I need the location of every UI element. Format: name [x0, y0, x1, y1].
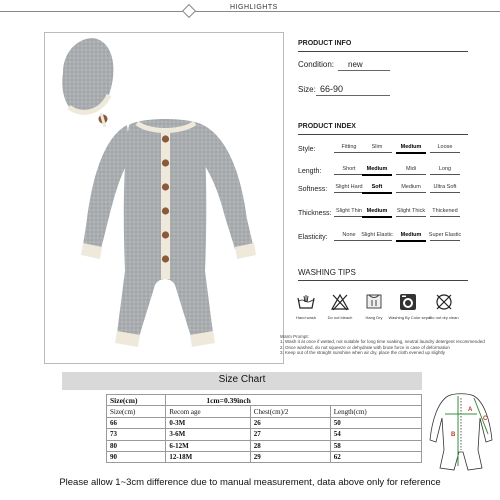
chest-cell: 27 [250, 429, 330, 440]
index-row-label: Length: [298, 168, 322, 175]
table-row [107, 429, 422, 440]
size-cell: 80 [107, 440, 166, 451]
index-option-underline [396, 192, 426, 193]
index-option: Slight Elastic [361, 232, 393, 238]
column-header: Length(cm) [330, 406, 421, 417]
product-index-rule [298, 134, 468, 135]
size-label: Size: [298, 85, 316, 94]
care-caption: Washing By Color separ [388, 315, 432, 320]
index-option-underline [334, 192, 364, 193]
romper [81, 119, 256, 347]
index-row-label: Style: [298, 146, 316, 153]
size-head-label: Size(cm) [107, 395, 166, 406]
index-option: Medium [366, 208, 388, 214]
header-diamond-icon [182, 4, 196, 18]
index-option-underline [362, 174, 392, 176]
index-option: Soft [371, 184, 383, 190]
index-option: Super Elastic [428, 232, 462, 238]
index-option: Fitting [341, 144, 357, 150]
index-option: Loose [437, 144, 453, 150]
index-option: Medium [400, 144, 422, 150]
size-chart-title: Size Chart [218, 374, 266, 385]
warm-prompt-line: 3. Keep out of the straight sunshine when air dry, place the cloth evened up slightly [280, 349, 446, 355]
index-option-underline [430, 192, 460, 193]
index-option: Short [342, 166, 356, 172]
table-row [107, 440, 422, 451]
no-dry-clean-icon [434, 292, 454, 317]
warm-prompt-title: Warm Prompt: [280, 334, 309, 339]
measurement-diagram [428, 390, 494, 479]
header-rule [0, 11, 500, 12]
washing-tips-rule [298, 280, 468, 281]
index-row-label: Elasticity: [298, 234, 328, 241]
index-option-underline [430, 240, 460, 241]
age-cell: 12-18M [166, 451, 250, 462]
care-caption: Do not dry clean [429, 315, 459, 320]
column-header: Chest(cm)/2 [250, 406, 330, 417]
no-bleach-icon [330, 292, 350, 317]
warm-prompt-line: 2. Once washed, do not squeeze or dehydrate with brute force in case of deformation [280, 344, 450, 350]
condition-value: new [348, 60, 363, 69]
index-option-underline [396, 174, 426, 175]
index-option: None [342, 232, 356, 238]
warm-prompt-line: 1. Wash it at once if wetted, not suitable for long time soaking, neutral laundry detergent recommended [280, 339, 485, 345]
length-cell: 50 [330, 417, 421, 428]
index-option-underline [334, 240, 364, 241]
knit-romper-illustration [45, 33, 285, 365]
index-option-underline [362, 192, 392, 194]
age-cell: 3-6M [166, 429, 250, 440]
chest-cell: 28 [250, 440, 330, 451]
column-header: Size(cm) [107, 406, 166, 417]
length-cell: 58 [330, 440, 421, 451]
index-option-underline [334, 216, 364, 217]
size-table [106, 394, 422, 463]
care-caption: Do not bleach [327, 315, 353, 320]
dim-label: A [468, 407, 473, 413]
dim-label: C [483, 416, 488, 422]
index-option-underline [430, 174, 460, 175]
index-option-underline [362, 240, 392, 241]
knit-hat [62, 38, 113, 127]
table-header-row [107, 395, 422, 406]
length-cell: 54 [330, 429, 421, 440]
warm-prompt [280, 334, 496, 355]
care-caption: Hang Dry [365, 315, 383, 320]
index-row-label: Thickness: [298, 210, 332, 217]
age-cell: 0-3M [166, 417, 250, 428]
dim-label: B [451, 432, 456, 438]
age-cell: 6-12M [166, 440, 250, 451]
condition-underline [338, 70, 390, 71]
washing-tips-title: WASHING TIPS [298, 268, 356, 277]
footer-note: Please allow 1~3cm difference due to manual measurement, data above only for reference [59, 477, 441, 488]
index-option: Thickened [432, 208, 458, 214]
index-option-underline [362, 216, 392, 218]
index-option: Slight Hard [335, 184, 363, 190]
chest-cell: 26 [250, 417, 330, 428]
table-row [107, 417, 422, 428]
index-option: Slim [371, 144, 383, 150]
product-index-title: PRODUCT INDEX [298, 123, 356, 130]
index-option: Medium [400, 232, 422, 238]
index-option: Long [438, 166, 452, 172]
index-option: Slight Thin [336, 208, 362, 214]
index-option-underline [334, 152, 364, 153]
index-option: Ultra Soft [433, 184, 457, 190]
product-info-rule [298, 51, 468, 52]
chest-cell: 29 [250, 451, 330, 462]
size-cell: 90 [107, 451, 166, 462]
index-option-underline [396, 152, 426, 154]
unit-conversion: 1cm=0.39inch [166, 395, 422, 406]
table-row [107, 451, 422, 462]
size-cell: 66 [107, 417, 166, 428]
product-photo [44, 32, 284, 364]
size-value: 66-90 [320, 84, 344, 94]
care-caption: Hand wash [295, 315, 316, 320]
product-info-title: PRODUCT INFO [298, 40, 352, 47]
column-header: Recom age [166, 406, 250, 417]
index-option: Slight Thick [396, 208, 426, 214]
index-option: Medium [401, 184, 421, 190]
index-option-underline [362, 152, 392, 153]
table-column-row [107, 406, 422, 417]
index-option-underline [430, 152, 460, 153]
condition-label: Condition: [298, 60, 335, 69]
highlights-title: HIGHLIGHTS [226, 4, 282, 11]
size-underline [316, 95, 390, 96]
wash-by-color-icon [398, 292, 418, 317]
index-option-underline [396, 240, 426, 242]
length-cell: 62 [330, 451, 421, 462]
hang-dry-icon [364, 291, 384, 316]
index-option-underline [334, 174, 364, 175]
index-row-label: Softness: [298, 186, 328, 193]
index-option: Medium [366, 166, 388, 172]
index-option-underline [396, 216, 426, 217]
size-cell: 73 [107, 429, 166, 440]
hand-wash-icon [296, 292, 316, 317]
index-option-underline [430, 216, 460, 217]
index-option: Midi [405, 166, 417, 172]
